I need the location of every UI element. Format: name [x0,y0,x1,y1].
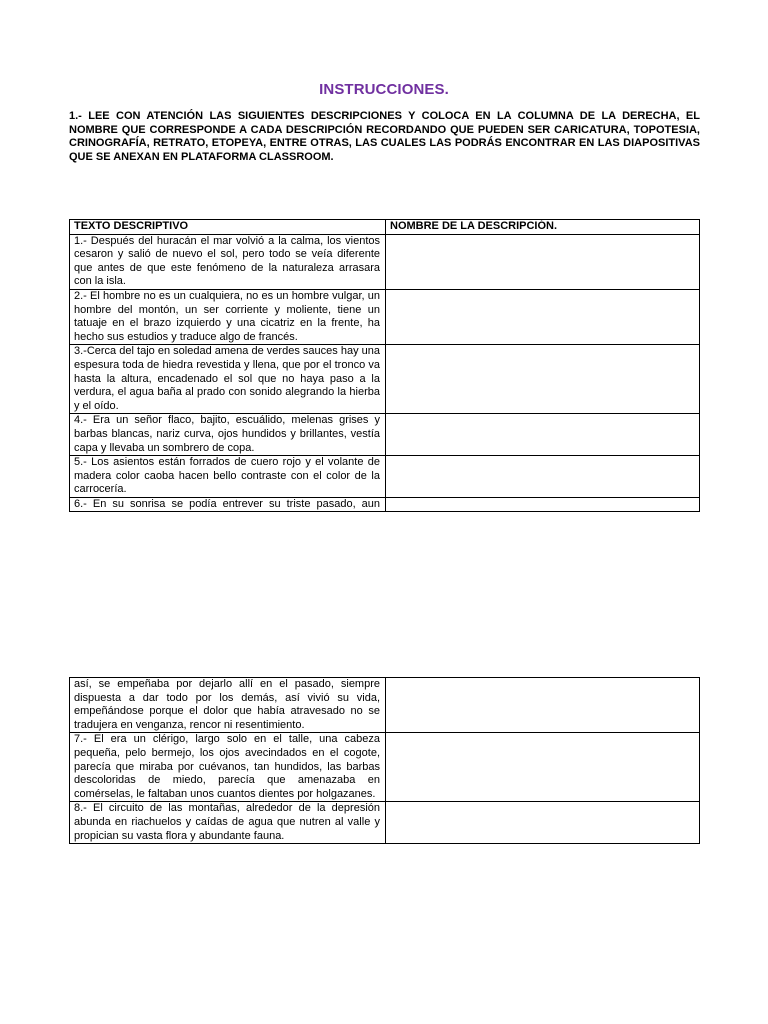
description-text-2: 2.- El hombre no es un cualquiera, no es un hombre vulgar, un hombre del montón, un ser corriente y moliente, tiene un tatuaje en el brazo izquierdo y una cicatriz en la frente, ha hecho sus estudios y traduce algo de francés. [70,289,386,344]
table-row [70,733,700,802]
description-text-1: 1.- Después del huracán el mar volvió a la calma, los vientos cesaron y salió de nuevo el sol, pero todo se veía diferente que antes de que este fenómeno de la naturaleza arrasara con la isla. [70,234,386,289]
table-row [70,345,700,414]
table-row [70,234,700,289]
answer-cell-6-continued[interactable] [386,678,700,733]
instruction-paragraph: 1.- LEE CON ATENCIÓN LAS SIGUIENTES DESCRIPCIONES Y COLOCA EN LA COLUMNA DE LA DERECHA, EL NOMBRE QUE CORRESPONDE A CADA DESCRIPCIÓN RECORDANDO QUE PUEDEN SER CARICATURA, TOPOTESIA, CRINOGRAFÍA, RETRATO, ETOPEYA, ENTRE OTRAS, LAS CUALES LAS PODRÁS ENCONTRAR EN LAS DIAPOSITIVAS QUE SE ANEXAN EN PLATAFORMA CLASSROOM. [69,110,700,163]
description-text-6-part-2: así, se empeñaba por dejarlo allí en el pasado, siempre dispuesta a dar todo por los demás, así vivió su vida, empeñándose porque el dolor que había atravesado no se tradujera en venganza, rencor ni resentimiento. [70,678,386,733]
description-text-4: 4.- Era un señor flaco, bajito, escuálido, melenas grises y barbas blancas, nariz curva, ojos hundidos y brillantes, vestía capa y llevaba un sombrero de copa. [70,414,386,456]
description-text-8: 8.- El circuito de las montañas, alrededor de la depresión abunda en riachuelos y caídas de agua que nutren al valle y propician su vasta flora y abundante fauna. [70,802,386,844]
answer-cell-7[interactable] [386,733,700,802]
table-row [70,678,700,733]
description-text-6-part-1: 6.- En su sonrisa se podía entrever su triste pasado, aun [70,497,386,512]
answer-cell-4[interactable] [386,414,700,456]
answer-cell-3[interactable] [386,345,700,414]
header-nombre-descripcion: NOMBRE DE LA DESCRIPCIÓN. [386,220,700,235]
table-row [70,802,700,844]
table-header-row [70,220,700,235]
description-table-page-2 [69,677,700,844]
table-row [70,497,700,512]
page-title: INSTRUCCIONES. [319,81,449,98]
description-table-page-1 [69,219,700,512]
description-text-3: 3.-Cerca del tajo en soledad amena de verdes sauces hay una espesura toda de hiedra revestida y llena, que por el tronco va hasta la altura, encadenado el sol que no haya paso a la verdura, el agua baña al prado con sonido alegrando la hierba y el oído. [70,345,386,414]
answer-cell-8[interactable] [386,802,700,844]
table-row [70,456,700,498]
table-row [70,289,700,344]
answer-cell-2[interactable] [386,289,700,344]
answer-cell-5[interactable] [386,456,700,498]
table-row [70,414,700,456]
header-texto-descriptivo: TEXTO DESCRIPTIVO [70,220,386,235]
description-text-7: 7.- El era un clérigo, largo solo en el talle, una cabeza pequeña, pelo bermejo, los ojos avecindados en el cogote, parecía que miraba por cuévanos, tan hundidos, las barbas descoloridas de miedo, parecía que amenazaba en comérselas, le faltaban unos cuantos dientes por holgazanes. [70,733,386,802]
answer-cell-1[interactable] [386,234,700,289]
description-text-5: 5.- Los asientos están forrados de cuero rojo y el volante de madera color caoba hacen bello contraste con el color de la carrocería. [70,456,386,498]
answer-cell-6[interactable] [386,497,700,512]
